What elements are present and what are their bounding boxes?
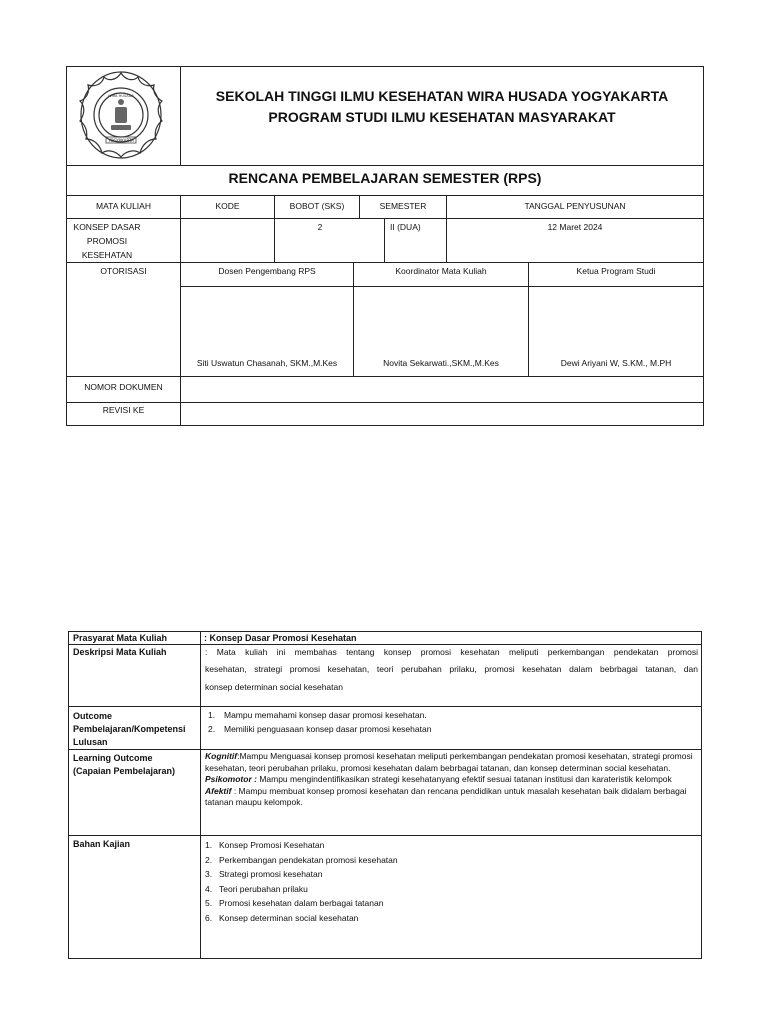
document-number-label: NOMOR DOKUMEN xyxy=(84,382,163,392)
description-line-1: : Mata kuliah ini membahas tentang konsep promosi kesehatan meliputi perkembangan pendekatan promosi xyxy=(205,647,698,657)
psikomotor-item: Psikomotor : Mampu mengindentifikasikan strategi kesehatanyang efektif sesuai tatanan institusi dan karateristik kelompok xyxy=(205,774,672,784)
list-item: 6. Konsep determinan social kesehatan xyxy=(205,912,359,923)
revision-label: REVISI KE xyxy=(102,405,145,415)
prereq-value: : Konsep Dasar Promosi Kesehatan xyxy=(204,633,357,643)
outcome-item-1: 1. Mampu memahami konsep dasar promosi kesehatan. xyxy=(208,710,427,720)
role-coordinator: Koordinator Mata Kuliah xyxy=(395,266,487,276)
col-header-tanggal: TANGGAL PENYUSUNAN xyxy=(524,201,626,211)
institution-logo xyxy=(78,67,164,162)
afektif-item: Afektif : Mampu membuat konsep promosi kesehatan dan rencana pendidikan untuk masalah kesehatan baik didalam berbagai tatanan maupu kelompok. xyxy=(205,785,687,807)
learning-outcome-label-2: (Capaian Pembelajaran) xyxy=(73,766,176,776)
prereq-label: Prasyarat Mata Kuliah xyxy=(73,633,168,643)
learning-outcome-content xyxy=(205,751,698,809)
col-header-kode: KODE xyxy=(215,201,240,211)
document-title: RENCANA PEMBELAJARAN SEMESTER (RPS) xyxy=(228,170,542,186)
outcome-label-3: Lulusan xyxy=(73,737,108,747)
role-developer: Dosen Pengembang RPS xyxy=(218,266,316,276)
description-line-2: kesehatan, strategi promosi kesehatan, teori perubahan prilaku, promosi kesehatan dalam bebrbagai tatanan, dan xyxy=(205,664,698,674)
list-item: 5. Promosi kesehatan dalam berbagai tatanan xyxy=(205,898,384,908)
role-head: Ketua Program Studi xyxy=(576,266,656,276)
outcome-label-1: Outcome xyxy=(73,711,113,721)
signer-coordinator: Novita Sekarwati.,SKM.,M.Kes xyxy=(383,358,499,368)
outcome-item-2: 2. Memiliki penguasaan konsep dasar promosi kesehatan xyxy=(208,724,432,734)
svg-text:YOGYAKARTA: YOGYAKARTA xyxy=(108,138,134,143)
signer-developer: Siti Uswatun Chasanah, SKM.,M.Kes xyxy=(196,358,338,368)
course-semester: II (DUA) xyxy=(390,222,421,232)
bahan-kajian-label: Bahan Kajian xyxy=(73,839,131,849)
course-name-line-2: PROMOSI xyxy=(86,236,128,246)
course-sks: 2 xyxy=(317,222,323,232)
institution-name: SEKOLAH TINGGI ILMU KESEHATAN WIRA HUSADA YOGYAKARTA xyxy=(215,88,669,104)
list-item: 1. Konsep Promosi Kesehatan xyxy=(205,840,325,850)
list-item: 2. Perkembangan pendekatan promosi kesehatan xyxy=(205,854,398,865)
description-label: Deskripsi Mata Kuliah xyxy=(73,647,167,657)
course-name-line-3: KESEHATAN xyxy=(81,250,133,260)
list-item: 3. Strategi promosi kesehatan xyxy=(205,869,323,879)
col-header-bobot: BOBOT (SKS) xyxy=(289,201,345,211)
program-name: PROGRAM STUDI ILMU KESEHATAN MASYARAKAT xyxy=(268,109,616,125)
signer-head: Dewi Ariyani W, S.KM., M.PH xyxy=(560,358,672,368)
course-date: 12 Maret 2024 xyxy=(547,222,603,232)
svg-text:WIRA HUSADA: WIRA HUSADA xyxy=(108,94,134,98)
learning-outcome-label-1: Learning Outcome xyxy=(73,753,153,763)
outcome-label-2: Pembelajaran/Kompetensi xyxy=(73,724,186,734)
description-line-3: konsep determinan social kesehatan xyxy=(205,682,343,692)
kognitif-item: Kognitif:Mampu Menguasai konsep promosi kesehatan meliputi perkembangan pendekatan promosi kesehatan, strategi promosi kesehatan, teori perubahan prilaku, promosi kesehatan dalam bebrbagai tatanan, dan konsep determinan social kesehatan. xyxy=(205,751,693,773)
bahan-kajian-list xyxy=(205,838,698,925)
list-item: 4. Teori perubahan prilaku xyxy=(205,883,308,894)
authorization-label: OTORISASI xyxy=(100,266,147,276)
col-header-mata-kuliah: MATA KULIAH xyxy=(96,201,151,211)
col-header-semester: SEMESTER xyxy=(379,201,427,211)
course-name-line-1: KONSEP DASAR xyxy=(73,222,141,232)
